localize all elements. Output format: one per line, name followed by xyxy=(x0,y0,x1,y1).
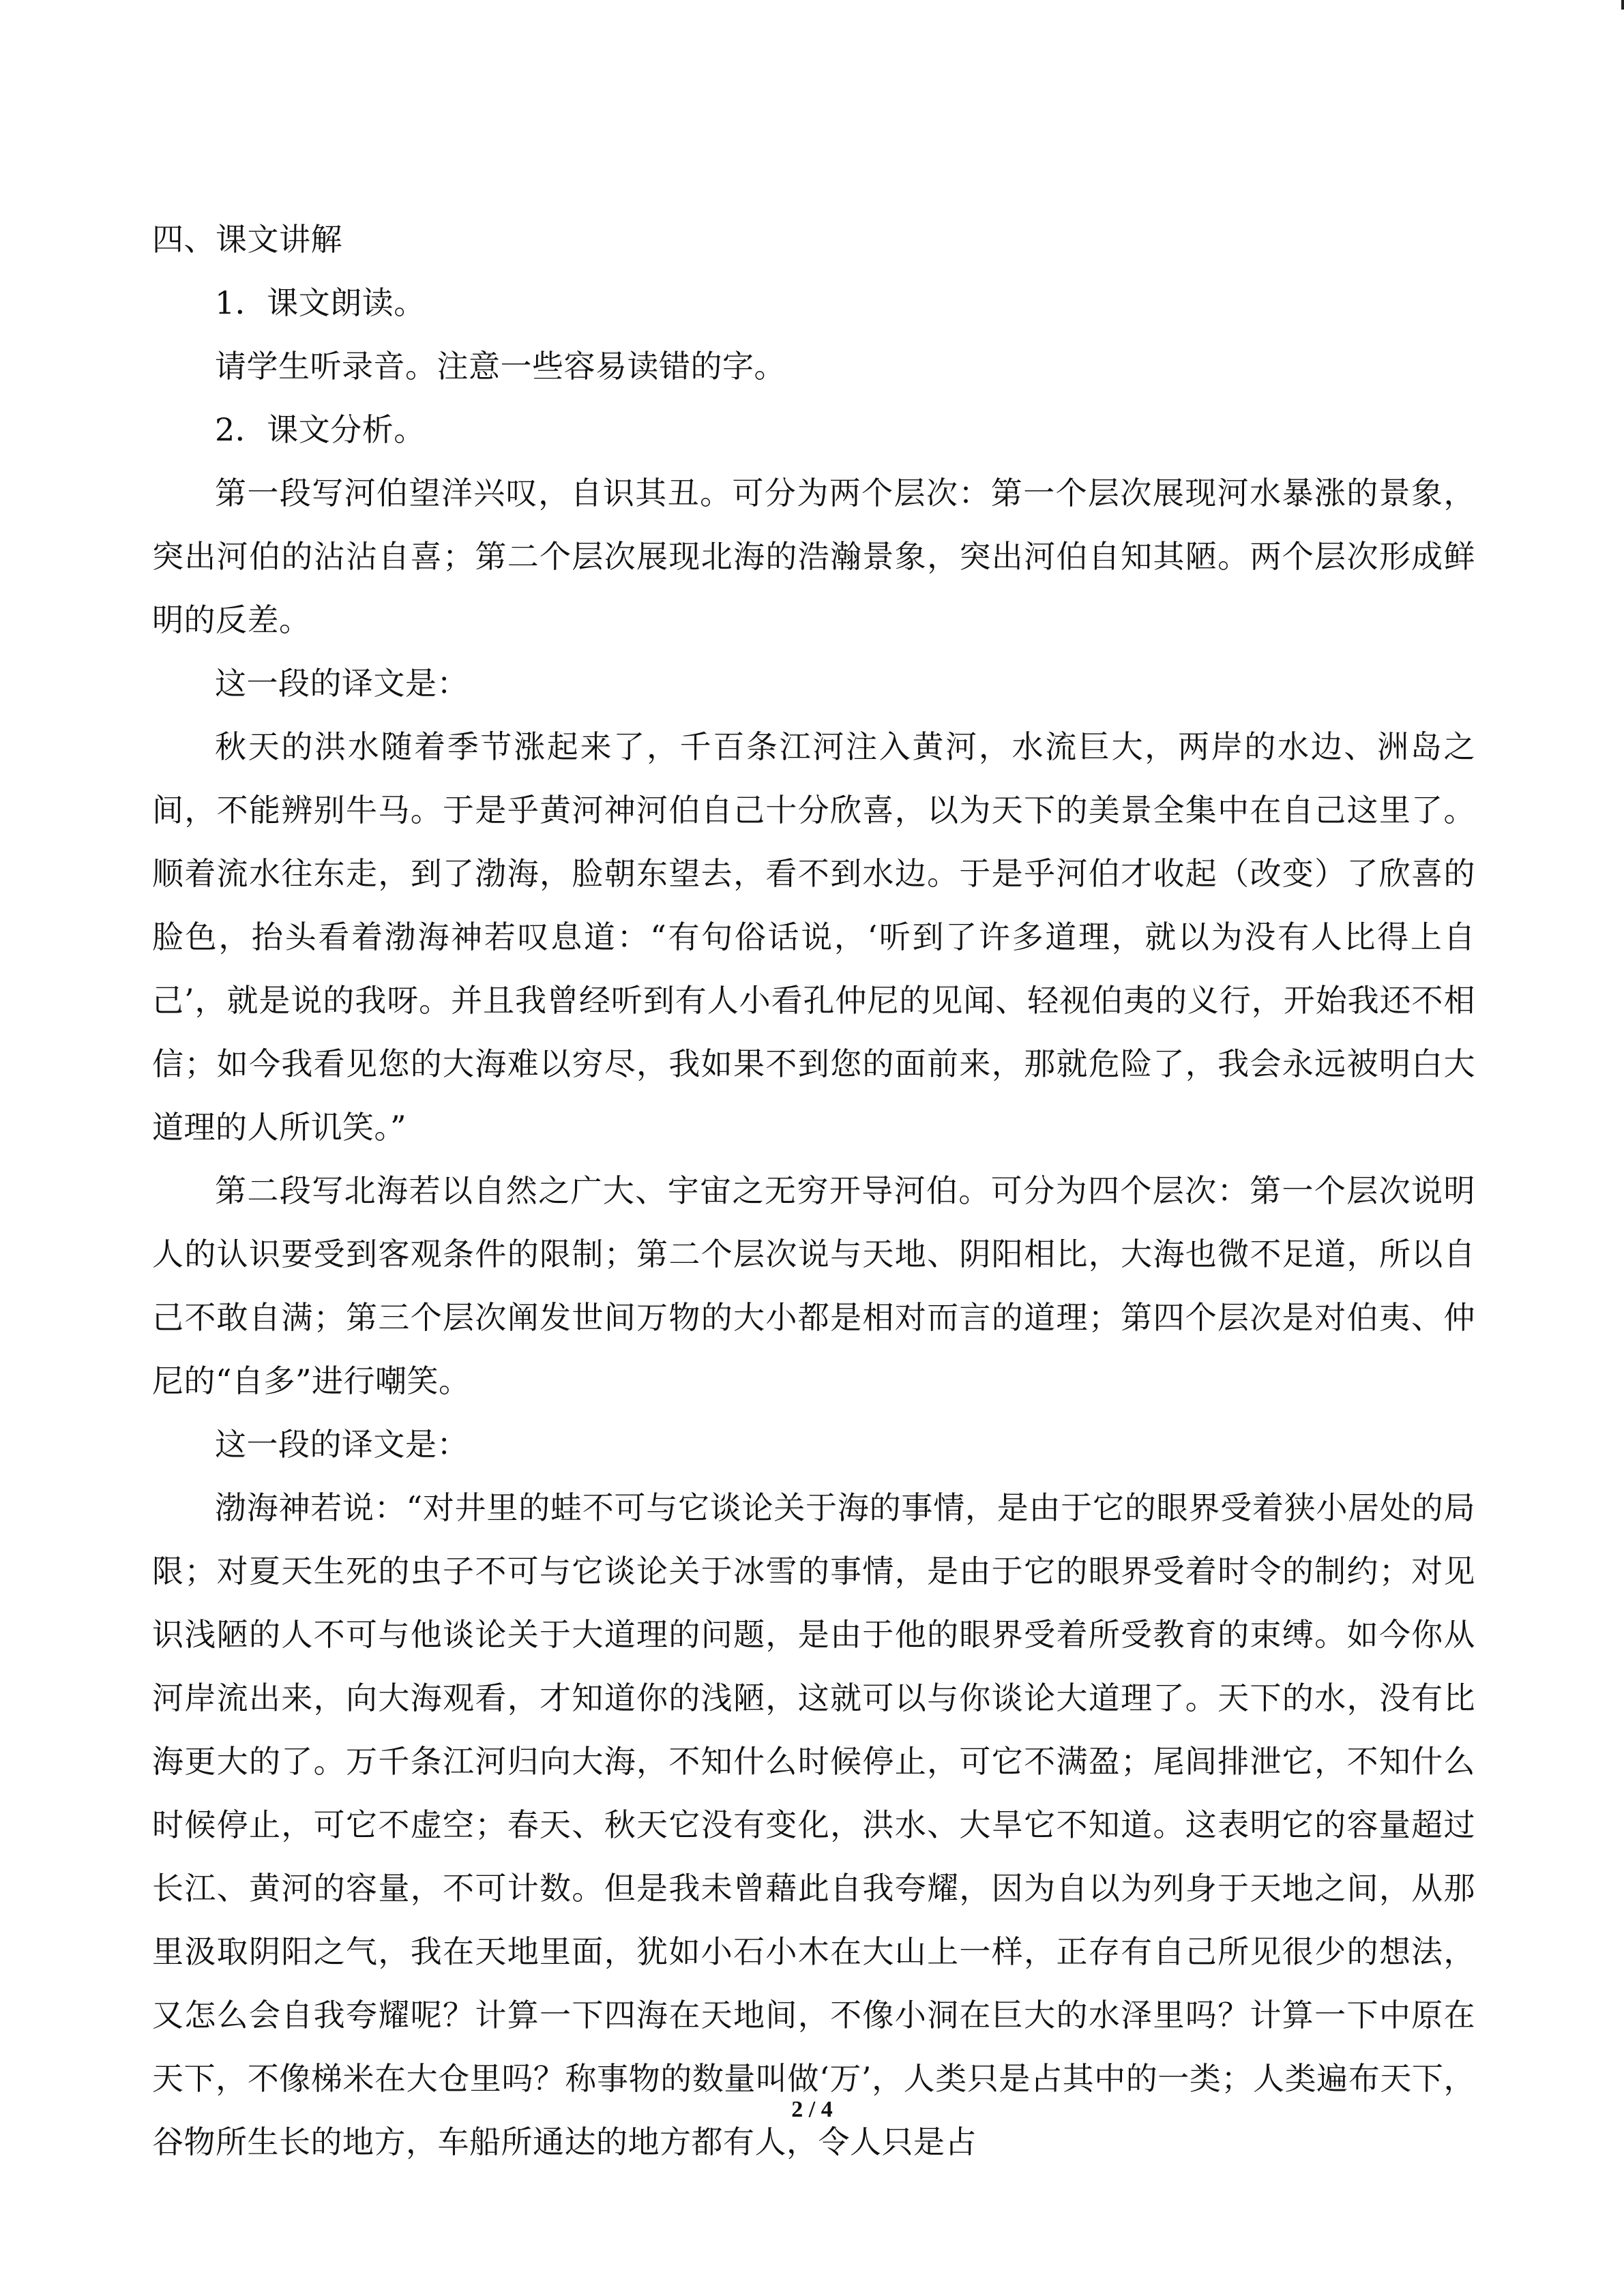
paragraph-listen: 请学生听录音。注意一些容易读错的字。 xyxy=(215,348,786,385)
paragraph-analysis-title: 2．课文分析。 xyxy=(215,411,426,448)
paragraph-second-section: 第二段写北海若以自然之广大、宇宙之无穷开导河伯。可分为四个层次：第一个层次说明人的认识要受到客观条件的限制；第二个层次说与天地、阴阳相比，大海也微不足道，所以自己不敢自满；第三个层次阐发世间万物的大小都是相对而言的道理；第四个层次是对伯夷、仲尼的“自多”进行嘲笑。 xyxy=(152,1172,1475,1399)
paragraph-translation-label-2: 这一段的译文是： xyxy=(215,1426,469,1463)
section-heading: 四、课文讲解 xyxy=(152,221,342,258)
paragraph-translation-label: 这一段的译文是： xyxy=(215,665,469,702)
document-body xyxy=(152,208,1475,2174)
paragraph-read-aloud: 1．课文朗读。 xyxy=(215,284,426,321)
paragraph-first-translation: 秋天的洪水随着季节涨起来了，千百条江河注入黄河，水流巨大，两岸的水边、洲岛之间，不能辨别牛马。于是乎黄河神河伯自己十分欣喜，以为天下的美景全集中在自己这里了。顺着流水往东走，到了渤海，脸朝东望去，看不到水边。于是乎河伯才收起（改变）了欣喜的脸色，抬头看着渤海神若叹息道：“有句俗话说，‘听到了许多道理，就以为没有人比得上自己’，就是说的我呀。并且我曾经听到有人小看孔仲尼的见闻、轻视伯夷的义行，开始我还不相信；如今我看见您的大海难以穷尽，我如果不到您的面前来，那就危险了，我会永远被明白大道理的人所讥笑。” xyxy=(152,728,1475,1146)
page-corner-mark xyxy=(1621,0,1624,10)
paragraph-second-translation: 渤海神若说：“对井里的蛙不可与它谈论关于海的事情，是由于它的眼界受着狭小居处的局限；对夏天生死的虫子不可与它谈论关于冰雪的事情，是由于它的眼界受着时令的制约；对见识浅陋的人不可与他谈论关于大道理的问题，是由于他的眼界受着所受教育的束缚。如今你从河岸流出来，向大海观看，才知道你的浅陋，这就可以与你谈论大道理了。天下的水，没有比海更大的了。万千条江河归向大海，不知什么时候停止，可它不满盈；尾闾排泄它，不知什么时候停止，可它不虚空；春天、秋天它没有变化，洪水、大旱它不知道。这表明它的容量超过长江、黄河的容量，不可计数。但是我未曾藉此自我夸耀，因为自以为列身于天地之间，从那里汲取阴阳之气，我在天地里面，犹如小石小木在大山上一样，正存有自己所见很少的想法，又怎么会自我夸耀呢？计算一下四海在天地间，不像小洞在巨大的水泽里吗？计算一下中原在天下，不像梯米在大仓里吗？称事物的数量叫做‘万’，人类只是占其中的一类；人类遍布天下，谷物所生长的地方，车船所通达的地方都有人，令人只是占 xyxy=(152,1489,1475,2160)
paragraph-first-section: 第一段写河伯望洋兴叹，自识其丑。可分为两个层次：第一个层次展现河水暴涨的景象，突出河伯的沾沾自喜；第二个层次展现北海的浩瀚景象，突出河伯自知其陋。两个层次形成鲜明的反差。 xyxy=(152,475,1475,638)
page-number: 2 / 4 xyxy=(791,2097,833,2122)
